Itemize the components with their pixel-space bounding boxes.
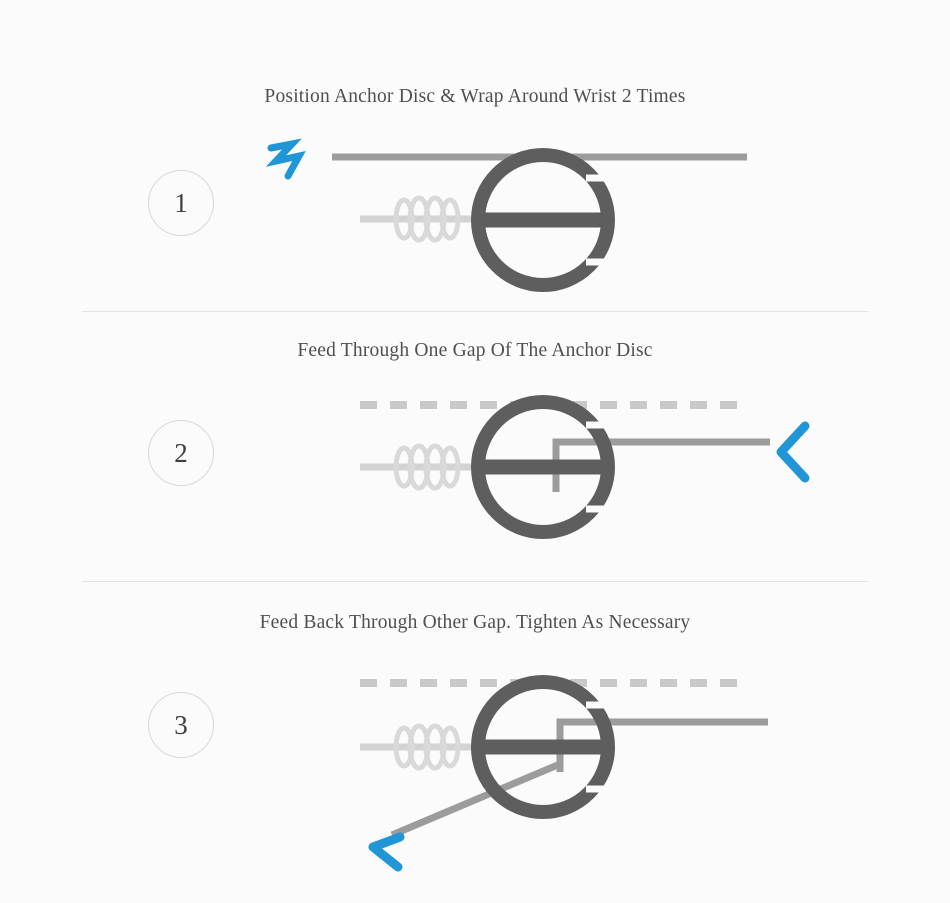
step-3-number: 3 [174, 709, 188, 740]
curved-arrow-left-icon [271, 144, 299, 176]
step-2-number: 2 [174, 437, 188, 468]
step-2-caption: Feed Through One Gap Of The Anchor Disc [297, 340, 653, 361]
step-3-illustration [0, 582, 950, 882]
anchor-disc-icon [478, 682, 608, 812]
step-1-caption: Position Anchor Disc & Wrap Around Wrist 2 Times [264, 86, 686, 107]
step-3-caption: Feed Back Through Other Gap. Tighten As Necessary [259, 612, 691, 633]
step-1 [0, 0, 950, 312]
step-2 [0, 312, 950, 582]
step-3 [0, 582, 950, 882]
step-1-illustration [0, 0, 950, 312]
chevron-left-icon [373, 837, 400, 867]
cord-return-diagonal [392, 764, 560, 835]
chevron-left-icon [781, 426, 805, 478]
anchor-disc-icon [478, 402, 608, 532]
anchor-disc-icon [478, 155, 608, 285]
step-2-illustration [0, 312, 950, 582]
step-1-number: 1 [174, 187, 188, 218]
